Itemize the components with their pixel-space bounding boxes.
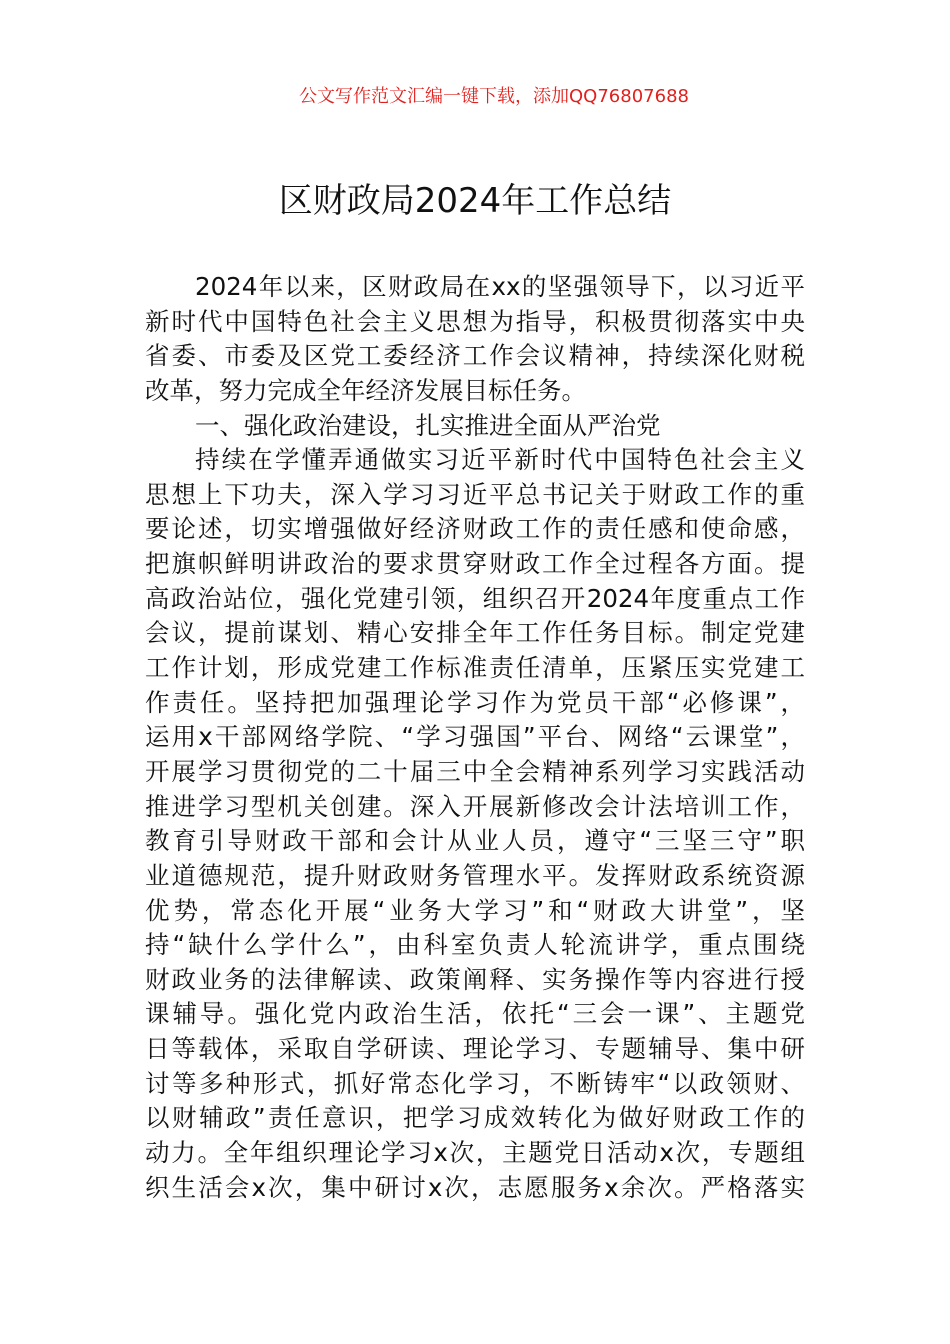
text-line: 省委、市委及区党工委经济工作会议精神，持续深化财税	[145, 341, 805, 371]
text-line: 推进学习型机关创建。深入开展新修改会计法培训工作，	[145, 791, 805, 821]
text-line: 开展学习贯彻党的二十届三中全会精神系列学习实践活动	[145, 756, 805, 786]
text-line: 思想上下功夫，深入学习习近平总书记关于财政工作的重	[145, 479, 805, 509]
text-line: 持“缺什么学什么”，由科室负责人轮流讲学，重点围绕	[145, 930, 805, 960]
text-line: 作责任。坚持把加强理论学习作为党员干部“必修课”，	[145, 687, 805, 717]
text-line: 一、强化政治建设，扎实推进全面从严治党	[195, 410, 661, 440]
text-line: 2024年以来，区财政局在xx的坚强领导下，以习近平	[195, 272, 805, 301]
download-banner: 公文写作范文汇编一键下载，添加QQ76807688	[299, 86, 689, 107]
text-line: 把旗帜鲜明讲政治的要求贯穿财政工作全过程各方面。提	[145, 549, 805, 579]
text-line: 改革，努力完成全年经济发展目标任务。	[145, 375, 586, 405]
paragraph	[145, 443, 805, 1205]
text-line: 财政业务的法律解读、政策阐释、实务操作等内容进行授	[145, 964, 805, 994]
text-line: 优势，常态化开展“业务大学习”和“财政大讲堂”，坚	[145, 895, 805, 925]
text-line: 动力。全年组织理论学习x次，主题党日活动x次，专题组	[145, 1138, 805, 1168]
text-line: 织生活会x次，集中研讨x次，志愿服务x余次。严格落实	[145, 1172, 805, 1202]
text-line: 以财辅政”责任意识，把学习成效转化为做好财政工作的	[145, 1103, 805, 1133]
text-line: 要论述，切实增强做好经济财政工作的责任感和使命感，	[145, 514, 805, 544]
text-line: 持续在学懂弄通做实习近平新时代中国特色社会主义	[195, 445, 805, 475]
text-line: 教育引导财政干部和会计从业人员，遵守“三坚三守”职	[145, 826, 805, 856]
text-line: 新时代中国特色社会主义思想为指导，积极贯彻落实中央	[145, 306, 805, 336]
text-line: 业道德规范，提升财政财务管理水平。发挥财政系统资源	[145, 860, 805, 890]
text-line: 日等载体，采取自学研读、理论学习、专题辅导、集中研	[145, 1034, 805, 1064]
document-body	[145, 270, 805, 1205]
text-line: 讨等多种形式，抓好常态化学习，不断铸牢“以政领财、	[145, 1068, 805, 1098]
text-line: 运用x干部网络学院、“学习强国”平台、网络“云课堂”，	[145, 722, 805, 752]
text-line: 会议，提前谋划、精心安排全年工作任务目标。制定党建	[145, 618, 805, 648]
paragraph	[145, 270, 805, 409]
section-heading	[145, 409, 805, 444]
document-title: 区财政局2024年工作总结	[278, 181, 672, 221]
text-line: 高政治站位，强化党建引领，组织召开2024年度重点工作	[145, 583, 805, 613]
text-line: 工作计划，形成党建工作标准责任清单，压紧压实党建工	[145, 653, 805, 683]
text-line: 课辅导。强化党内政治生活，依托“三会一课”、主题党	[145, 999, 805, 1029]
